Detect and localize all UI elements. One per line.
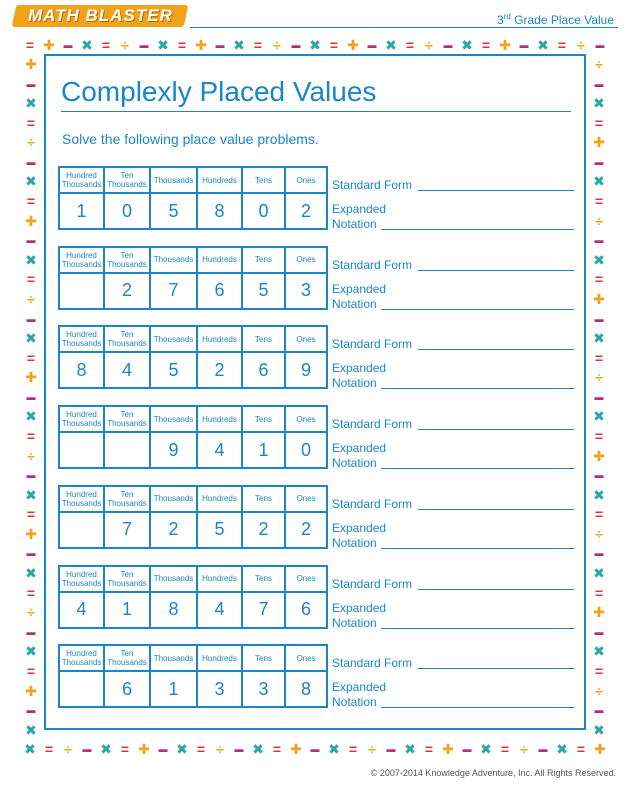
logo-text: MATH BLASTER <box>27 6 173 25</box>
times-icon: ✖ <box>480 741 492 757</box>
expanded-label: Expanded <box>332 202 387 216</box>
digit-cell: 1 <box>242 432 285 468</box>
expanded-label: Expanded <box>332 361 387 376</box>
plus-icon: ✚ <box>138 741 150 757</box>
column-header: Hundreds <box>197 486 242 512</box>
digit-cell: 1 <box>59 193 104 229</box>
equals-icon: = <box>594 271 604 288</box>
divide-icon: ÷ <box>64 741 72 757</box>
equals-icon: = <box>329 37 339 53</box>
place-value-table <box>58 246 328 310</box>
digit-cell: 8 <box>59 352 104 388</box>
standard-form-label: Standard Form <box>332 656 413 671</box>
column-header: Tens <box>242 326 285 352</box>
minus-icon: ▬ <box>310 744 320 754</box>
notation-label: Notation <box>332 296 377 311</box>
column-header: Thousands <box>150 566 197 592</box>
column-header: Hundred Thousands <box>59 326 104 352</box>
column-header: Ones <box>285 566 327 592</box>
plus-icon: ✚ <box>594 741 606 757</box>
column-header: Hundreds <box>197 566 242 592</box>
column-header: Tens <box>242 406 285 432</box>
digit-cell: 5 <box>242 273 285 309</box>
times-icon: ✖ <box>309 37 321 53</box>
digit-cell: 5 <box>150 193 197 229</box>
digit-cell: 2 <box>242 512 285 548</box>
digit-cell: 0 <box>242 193 285 229</box>
digit-cell: 5 <box>150 352 197 388</box>
plus-icon: ✚ <box>593 134 605 151</box>
column-header: Hundred Thousands <box>59 566 104 592</box>
standard-form-line[interactable] <box>418 589 574 590</box>
place-value-table <box>58 325 328 389</box>
minus-icon: ▬ <box>594 78 604 89</box>
column-header: Ten Thousands <box>104 247 150 273</box>
expanded-label: Expanded <box>332 600 387 615</box>
problem-4 <box>58 405 578 471</box>
equals-icon: = <box>177 37 187 53</box>
minus-icon: ▬ <box>594 235 604 246</box>
equals-icon: = <box>25 37 35 53</box>
times-icon: ✖ <box>593 643 605 660</box>
times-icon: ✖ <box>25 486 37 503</box>
column-header: Thousands <box>150 247 197 273</box>
divide-icon: ÷ <box>368 741 376 757</box>
standard-form-line[interactable] <box>418 509 574 510</box>
plus-icon: ✚ <box>593 290 605 307</box>
times-icon: ✖ <box>404 741 416 757</box>
standard-form-label: Standard Form <box>332 576 413 591</box>
digit-cell[interactable] <box>104 432 150 468</box>
equals-icon: = <box>26 349 36 366</box>
standard-form-label: Standard Form <box>332 337 413 352</box>
column-header: Hundred Thousands <box>59 406 104 432</box>
plus-icon: ✚ <box>290 741 302 757</box>
equals-icon: = <box>594 662 604 679</box>
plus-icon: ✚ <box>25 212 37 229</box>
expanded-notation-line[interactable] <box>381 468 574 469</box>
digit-cell: 6 <box>104 671 150 707</box>
column-header: Ten Thousands <box>104 486 150 512</box>
digit-cell: 1 <box>150 671 197 707</box>
minus-icon: ▬ <box>26 235 36 246</box>
digit-cell: 4 <box>197 432 242 468</box>
digit-cell: 2 <box>104 273 150 309</box>
place-value-table <box>58 485 328 549</box>
expanded-notation-line[interactable] <box>381 628 574 629</box>
problem-2 <box>58 246 578 312</box>
divide-icon: ÷ <box>216 741 224 757</box>
column-header: Ones <box>285 167 327 193</box>
equals-icon: = <box>481 37 491 53</box>
standard-form-line[interactable] <box>418 270 574 271</box>
column-header: Thousands <box>150 326 197 352</box>
place-value-table <box>58 405 328 469</box>
decorative-border-right <box>592 58 606 736</box>
minus-icon: ▬ <box>538 744 548 754</box>
equals-icon: = <box>26 271 36 288</box>
notation-label: Notation <box>332 695 377 710</box>
column-header: Hundreds <box>197 167 242 193</box>
plus-icon: ✚ <box>347 37 359 53</box>
times-icon: ✖ <box>593 486 605 503</box>
times-icon: ✖ <box>25 95 37 112</box>
equals-icon: = <box>424 741 434 757</box>
minus-icon: ▬ <box>291 40 301 50</box>
equals-icon: = <box>26 584 36 601</box>
minus-icon: ▬ <box>594 705 604 716</box>
times-icon: ✖ <box>25 173 37 190</box>
digit-cell[interactable] <box>59 512 104 548</box>
standard-form-label: Standard Form <box>332 178 413 192</box>
column-header: Ones <box>285 645 327 671</box>
expanded-notation-line[interactable] <box>381 548 574 549</box>
divide-icon: ÷ <box>577 37 585 53</box>
digit-cell: 3 <box>285 273 327 309</box>
decorative-border-bottom <box>24 742 606 756</box>
column-header: Hundreds <box>197 326 242 352</box>
notation-label: Notation <box>332 535 377 550</box>
digit-cell[interactable] <box>59 273 104 309</box>
grade-number: 3 <box>497 13 504 27</box>
minus-icon: ▬ <box>158 744 168 754</box>
equals-icon: = <box>557 37 567 53</box>
digit-cell: 8 <box>197 193 242 229</box>
math-blaster-logo <box>12 5 189 27</box>
times-icon: ✖ <box>537 37 549 53</box>
divide-icon: ÷ <box>27 447 35 464</box>
times-icon: ✖ <box>556 741 568 757</box>
digit-cell: 7 <box>242 592 285 628</box>
times-icon: ✖ <box>100 741 112 757</box>
times-icon: ✖ <box>25 565 37 582</box>
times-icon: ✖ <box>593 173 605 190</box>
digit-cell[interactable] <box>59 432 104 468</box>
plus-icon: ✚ <box>593 447 605 464</box>
standard-form-line[interactable] <box>418 349 574 350</box>
times-icon: ✖ <box>25 643 37 660</box>
column-header: Thousands <box>150 645 197 671</box>
equals-icon: = <box>405 37 415 53</box>
times-icon: ✖ <box>593 251 605 268</box>
equals-icon: = <box>272 741 282 757</box>
times-icon: ✖ <box>593 95 605 112</box>
standard-form-line[interactable] <box>418 668 574 669</box>
minus-icon: ▬ <box>594 548 604 559</box>
minus-icon: ▬ <box>234 744 244 754</box>
digit-cell: 6 <box>285 592 327 628</box>
notation-label: Notation <box>332 376 377 391</box>
column-header: Ones <box>285 326 327 352</box>
digit-cell: 4 <box>104 352 150 388</box>
digit-cell: 4 <box>59 592 104 628</box>
equals-icon: = <box>500 741 510 757</box>
digit-cell: 8 <box>285 671 327 707</box>
times-icon: ✖ <box>385 37 397 53</box>
minus-icon: ▬ <box>63 40 73 50</box>
column-header: Hundred Thousands <box>59 247 104 273</box>
column-header: Ten Thousands <box>104 326 150 352</box>
times-icon: ✖ <box>25 408 37 425</box>
minus-icon: ▬ <box>462 744 472 754</box>
expanded-label: Expanded <box>332 281 387 296</box>
minus-icon: ▬ <box>594 156 604 167</box>
digit-cell: 1 <box>104 592 150 628</box>
title-underline <box>61 111 571 112</box>
grade-text: Grade Place Value <box>510 13 614 27</box>
standard-form-label: Standard Form <box>332 257 413 272</box>
minus-icon: ▬ <box>26 313 36 324</box>
minus-icon: ▬ <box>26 626 36 637</box>
times-icon: ✖ <box>176 741 188 757</box>
problem-5 <box>58 485 578 551</box>
minus-icon: ▬ <box>26 391 36 402</box>
equals-icon: = <box>594 114 604 131</box>
times-icon: ✖ <box>81 37 93 53</box>
plus-icon: ✚ <box>25 369 37 386</box>
column-header: Ten Thousands <box>104 167 150 193</box>
times-icon: ✖ <box>593 565 605 582</box>
plus-icon: ✚ <box>25 525 37 542</box>
grade-suffix: rd <box>503 12 511 21</box>
plus-icon: ✚ <box>43 37 55 53</box>
minus-icon: ▬ <box>26 156 36 167</box>
column-header: Ten Thousands <box>104 566 150 592</box>
digit-cell: 7 <box>150 273 197 309</box>
equals-icon: = <box>196 741 206 757</box>
notation-label: Notation <box>332 456 377 471</box>
plus-icon: ✚ <box>25 682 37 699</box>
digit-cell: 3 <box>242 671 285 707</box>
equals-icon: = <box>594 584 604 601</box>
minus-icon: ▬ <box>367 40 377 50</box>
equals-icon: = <box>594 427 604 444</box>
plus-icon: ✚ <box>593 604 605 621</box>
digit-cell[interactable] <box>59 671 104 707</box>
column-header: Tens <box>242 645 285 671</box>
equals-icon: = <box>594 506 604 523</box>
divide-icon: ÷ <box>273 37 281 53</box>
minus-icon: ▬ <box>386 744 396 754</box>
equals-icon: = <box>576 741 586 757</box>
times-icon: ✖ <box>593 330 605 347</box>
digit-cell: 7 <box>104 512 150 548</box>
digit-cell: 5 <box>197 512 242 548</box>
divide-icon: ÷ <box>27 134 35 151</box>
decorative-border-left <box>24 58 38 736</box>
digit-cell: 4 <box>197 592 242 628</box>
equals-icon: = <box>44 741 54 757</box>
place-value-table <box>58 166 328 230</box>
expanded-notation-line[interactable] <box>381 309 574 310</box>
place-value-table <box>58 565 328 629</box>
column-header: Thousands <box>150 167 197 193</box>
times-icon: ✖ <box>233 37 245 53</box>
plus-icon: ✚ <box>442 741 454 757</box>
digit-cell: 9 <box>150 432 197 468</box>
divide-icon: ÷ <box>595 369 603 386</box>
digit-cell: 0 <box>104 193 150 229</box>
times-icon: ✖ <box>252 741 264 757</box>
minus-icon: ▬ <box>215 40 225 50</box>
divide-icon: ÷ <box>121 37 129 53</box>
digit-cell: 2 <box>197 352 242 388</box>
minus-icon: ▬ <box>26 548 36 559</box>
plus-icon: ✚ <box>195 37 207 53</box>
equals-icon: = <box>594 349 604 366</box>
column-header: Hundred Thousands <box>59 486 104 512</box>
column-header: Ones <box>285 486 327 512</box>
column-header: Hundreds <box>197 645 242 671</box>
decorative-border-top <box>24 38 606 52</box>
expanded-label: Expanded <box>332 520 387 535</box>
notation-label: Notation <box>332 615 377 630</box>
equals-icon: = <box>253 37 263 53</box>
column-header: Tens <box>242 566 285 592</box>
expanded-notation-line[interactable] <box>381 229 574 230</box>
divide-icon: ÷ <box>27 290 35 307</box>
column-header: Hundreds <box>197 406 242 432</box>
digit-cell: 2 <box>285 193 327 229</box>
standard-form-line[interactable] <box>418 429 574 430</box>
equals-icon: = <box>594 193 604 210</box>
minus-icon: ▬ <box>594 391 604 402</box>
times-icon: ✖ <box>593 721 605 738</box>
plus-icon: ✚ <box>499 37 511 53</box>
times-icon: ✖ <box>25 330 37 347</box>
page-title: Complexly Placed Values <box>61 76 377 107</box>
minus-icon: ▬ <box>26 705 36 716</box>
column-header: Tens <box>242 247 285 273</box>
equals-icon: = <box>26 662 36 679</box>
column-header: Ones <box>285 247 327 273</box>
digit-cell: 6 <box>197 273 242 309</box>
column-header: Thousands <box>150 406 197 432</box>
times-icon: ✖ <box>461 37 473 53</box>
equals-icon: = <box>120 741 130 757</box>
equals-icon: = <box>26 506 36 523</box>
times-icon: ✖ <box>157 37 169 53</box>
minus-icon: ▬ <box>26 470 36 481</box>
minus-icon: ▬ <box>519 40 529 50</box>
divide-icon: ÷ <box>595 525 603 542</box>
column-header: Ten Thousands <box>104 406 150 432</box>
divide-icon: ÷ <box>27 604 35 621</box>
equals-icon: = <box>348 741 358 757</box>
divide-icon: ÷ <box>520 741 528 757</box>
divide-icon: ÷ <box>595 56 603 72</box>
equals-icon: = <box>26 427 36 444</box>
plus-icon: ✚ <box>25 56 37 72</box>
times-icon: ✖ <box>25 251 37 268</box>
divide-icon: ÷ <box>595 682 603 699</box>
times-icon: ✖ <box>593 408 605 425</box>
minus-icon: ▬ <box>594 313 604 324</box>
digit-cell: 8 <box>150 592 197 628</box>
minus-icon: ▬ <box>595 40 605 50</box>
minus-icon: ▬ <box>139 40 149 50</box>
standard-form-line[interactable] <box>418 190 574 191</box>
expanded-notation-line[interactable] <box>381 388 574 389</box>
digit-cell: 9 <box>285 352 327 388</box>
expanded-label: Expanded <box>332 680 387 695</box>
notation-label: Notation <box>332 217 377 231</box>
grade-label <box>497 12 614 27</box>
equals-icon: = <box>101 37 111 53</box>
column-header: Thousands <box>150 486 197 512</box>
times-icon: ✖ <box>328 741 340 757</box>
divide-icon: ÷ <box>595 212 603 229</box>
header-divider <box>190 27 618 28</box>
standard-form-label: Standard Form <box>332 417 413 432</box>
digit-cell: 0 <box>285 432 327 468</box>
copyright: © 2007-2014 Knowledge Adventure, Inc. All Rights Reserved. <box>370 768 616 778</box>
digit-cell: 2 <box>285 512 327 548</box>
column-header: Ten Thousands <box>104 645 150 671</box>
minus-icon: ▬ <box>594 626 604 637</box>
instructions: Solve the following place value problems. <box>62 131 319 147</box>
problem-7 <box>58 644 578 710</box>
place-value-table <box>58 644 328 708</box>
minus-icon: ▬ <box>594 470 604 481</box>
times-icon: ✖ <box>24 741 36 757</box>
standard-form-label: Standard Form <box>332 496 413 511</box>
digit-cell: 2 <box>150 512 197 548</box>
problem-1 <box>58 166 578 232</box>
times-icon: ✖ <box>25 721 37 738</box>
expanded-notation-line[interactable] <box>381 707 574 708</box>
minus-icon: ▬ <box>26 78 36 89</box>
problem-6 <box>58 565 578 631</box>
column-header: Hundred Thousands <box>59 167 104 193</box>
minus-icon: ▬ <box>82 744 92 754</box>
digit-cell: 6 <box>242 352 285 388</box>
column-header: Hundreds <box>197 247 242 273</box>
divide-icon: ÷ <box>425 37 433 53</box>
equals-icon: = <box>26 114 36 131</box>
column-header: Hundred Thousands <box>59 645 104 671</box>
minus-icon: ▬ <box>443 40 453 50</box>
digit-cell: 3 <box>197 671 242 707</box>
problem-3 <box>58 325 578 391</box>
column-header: Ones <box>285 406 327 432</box>
equals-icon: = <box>26 193 36 210</box>
column-header: Tens <box>242 167 285 193</box>
expanded-label: Expanded <box>332 441 387 456</box>
column-header: Tens <box>242 486 285 512</box>
